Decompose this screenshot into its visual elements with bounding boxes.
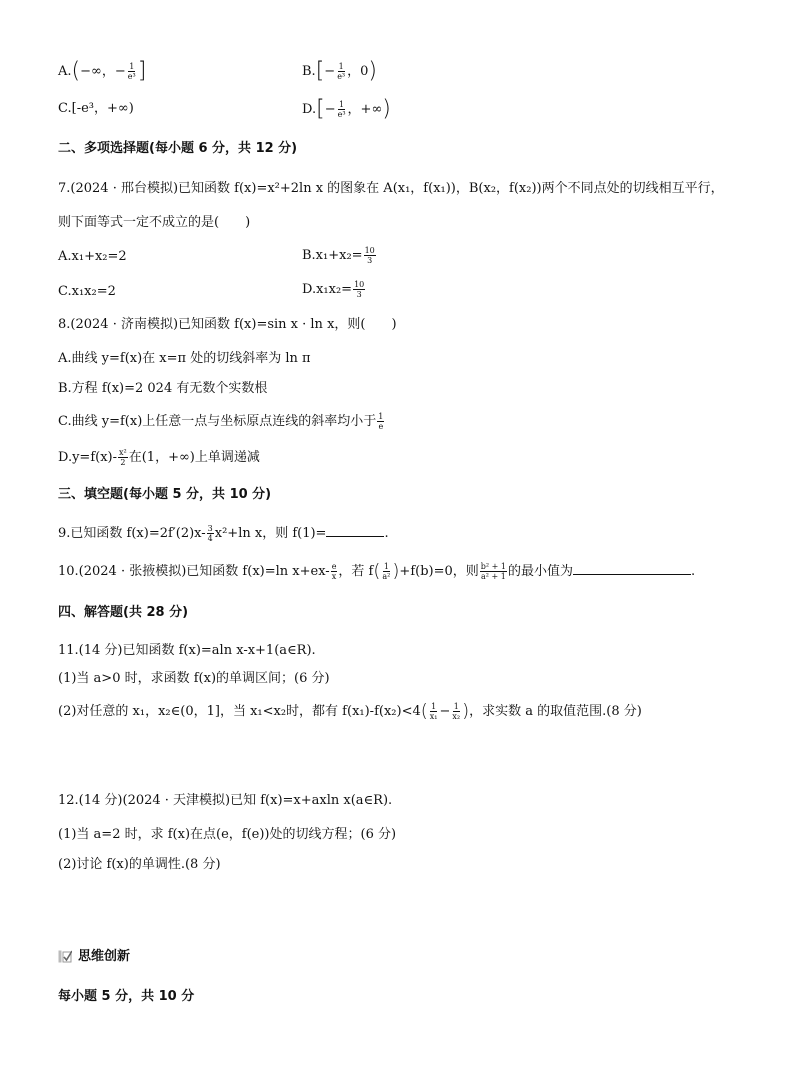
- section-title-3: 三、填空题(每小题 5 分，共 10 分): [58, 487, 272, 502]
- fraction: $\frac{3}{4}$: [207, 524, 213, 543]
- answer-blank[interactable]: [326, 524, 384, 537]
- q8-option-a[interactable]: A.曲线 y=f(x)在 x=π 处的切线斜率为 ln π: [58, 351, 311, 366]
- q8-option-b[interactable]: B.方程 f(x)=2 024 有无数个实数根: [58, 381, 268, 396]
- q7-option-c[interactable]: C.x₁x₂=2: [58, 284, 116, 299]
- fraction: $\frac{1}{\text{e³}}$: [127, 62, 136, 81]
- q7-option-a[interactable]: A.x₁+x₂=2: [58, 249, 127, 264]
- fraction: $\frac{1}{e}$: [378, 412, 384, 431]
- fraction: $\frac{1}{\text{x₂}}$: [452, 702, 461, 721]
- q7-stem-line1: 7.(2024 · 邢台模拟)已知函数 f(x)=x²+2ln x 的图象在 A(x₁，f(x₁))，B(x₂，f(x₂))两个不同点处的切线相互平行，: [58, 181, 724, 196]
- q6-option-d[interactable]: D.[− $\frac{1}{\text{e³}}$ ，+∞): [302, 96, 391, 122]
- q8-option-c[interactable]: C.曲线 y=f(x)上任意一点与坐标原点连线的斜率均小于 $\frac{1}{e}$: [58, 412, 384, 431]
- q11-part1: (1)当 a>0 时，求函数 f(x)的单调区间；(6 分): [58, 671, 330, 686]
- q8-option-d[interactable]: D.y=f(x)- $\frac{\text{x²}}{2}$ 在(1，+∞)上单调递减: [58, 448, 260, 467]
- fraction: $\frac{\text{x²}}{2}$: [119, 448, 127, 467]
- q6-option-c[interactable]: C.[-e³，+∞): [58, 101, 134, 116]
- footer-score: 每小题 5 分，共 10 分: [58, 989, 195, 1004]
- fraction: $\frac{1}{\text{e³}}$: [337, 62, 346, 81]
- fraction: $\frac{1}{\text{a²}}$: [382, 562, 391, 581]
- q12-stem: 12.(14 分)(2024 · 天津模拟)已知 f(x)=x+axln x(a∈R).: [58, 793, 393, 808]
- fraction: $\frac{1}{\text{x₁}}$: [429, 702, 438, 721]
- fraction: $\frac{10}{3}$: [354, 280, 365, 299]
- fraction: $\frac{e}{x}$: [331, 562, 337, 581]
- q10-stem: 10.(2024 · 张掖模拟)已知函数 f(x)=ln x+ex- $\frac{e}{x}$ ，若 f( $\frac{1}{\text{a²}}$ )+f(b)=0，则 $\frac{\text{b² + 1}}{\text{a² + 1}}$ 的最小值为 .: [58, 560, 696, 582]
- q7-stem-line2: 则下面等式一定不成立的是( ): [58, 215, 251, 230]
- q11-part2: (2)对任意的 x₁，x₂∈(0，1]，当 x₁<x₂时，都有 f(x₁)-f(x₂)<4( $\frac{1}{\text{x₁}}$ − $\frac{1}{\text{x₂}}$ )，求实数 a 的取值范围.(8 分): [58, 700, 642, 722]
- q8-stem: 8.(2024 · 济南模拟)已知函数 f(x)=sin x · ln x，则( ): [58, 317, 397, 332]
- fraction: $\frac{1}{\text{e³}}$: [337, 100, 346, 119]
- q6-option-a[interactable]: A.(−∞，− $\frac{1}{\text{e³}}$ ]: [58, 58, 147, 84]
- section-title-2: 二、多项选择题(每小题 6 分，共 12 分): [58, 141, 298, 156]
- fraction: $\frac{\text{b² + 1}}{\text{a² + 1}}$: [480, 562, 506, 581]
- q7-option-b[interactable]: B.x₁+x₂= $\frac{10}{3}$: [302, 246, 375, 265]
- q6-option-b[interactable]: B.[− $\frac{1}{\text{e³}}$ ，0): [302, 58, 378, 84]
- section-title-4: 四、解答题(共 28 分): [58, 605, 189, 620]
- q7-option-d[interactable]: D.x₁x₂= $\frac{10}{3}$: [302, 280, 365, 299]
- section-title-5: 思维创新: [58, 948, 130, 966]
- check-box-icon: [58, 950, 72, 963]
- q12-part1: (1)当 a=2 时，求 f(x)在点(e，f(e))处的切线方程；(6 分): [58, 827, 397, 842]
- q11-stem: 11.(14 分)已知函数 f(x)=aln x-x+1(a∈R).: [58, 643, 316, 658]
- q9-stem: 9.已知函数 f(x)=2f′(2)x- $\frac{3}{4}$ x²+ln x，则 f(1)= .: [58, 524, 389, 543]
- answer-blank[interactable]: [573, 562, 691, 575]
- fraction: $\frac{10}{3}$: [364, 246, 375, 265]
- q12-part2: (2)讨论 f(x)的单调性.(8 分): [58, 857, 221, 872]
